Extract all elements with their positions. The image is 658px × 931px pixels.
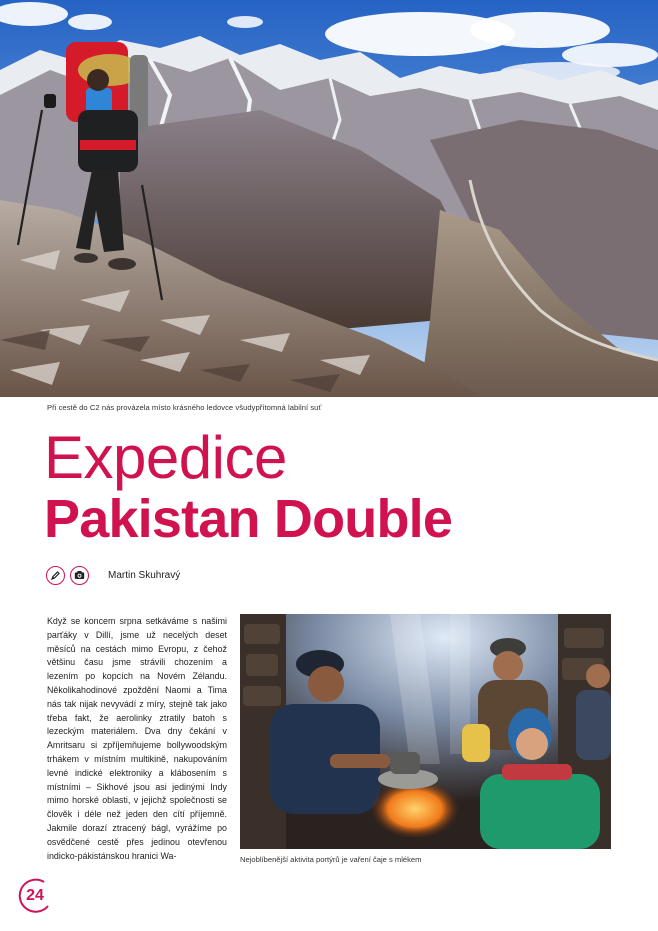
camera-icon [70,566,89,585]
tea-photo [240,614,611,849]
article-body: Když se koncem srpna setkáváme s našimi parťáky v Dillí, jsme už necelých deset měsíců na cestách mimo Evropu, z čehož většinu času jsme strávili chozením a lezením po kopcích na Novém Zélandu. Několikahodinové zpoždění Naomi a Tima nás tak nijak nevyvádí z míry, stejně tak jako třeba fakt, že aerolinky ztratily batoh s lezeckým materiálem. Dva dny čekání v Amritsaru si zpříjemňujeme bollywoodským trhákem v místním multikině, nakupováním levné indické elektroniky a klábosením s místními – Sikhové jsou asi jedinými Indy mimo horské oblasti, v jejichž společnosti se člověk i déle než jeden den cítí příjemně. Jakmile dorazí ztracený bágl, vyrážíme po osvědčené cestě přes jedinou otevřenou indicko-pákistánskou hranici Wa- [47,616,227,861]
pen-icon [46,566,65,585]
page-number [14,878,56,914]
page-number-label: 24 [26,887,44,904]
hero-caption: Při cestě do C2 nás provázela místo krásného ledovce všudypřítomná labilní suť [47,403,322,412]
porters-tea-photo [240,614,611,849]
mountain-trekker-photo [0,0,658,397]
author-name: Martin Skuhravý [108,569,181,581]
hero-photo [0,0,658,397]
article-title-line1: Expedice [44,424,287,491]
byline [46,565,180,585]
tea-photo-caption: Nejoblíbenější aktivita portýrů je vaření čaje s mlékem [240,855,422,864]
article-title-line2: Pakistan Double [44,489,453,549]
